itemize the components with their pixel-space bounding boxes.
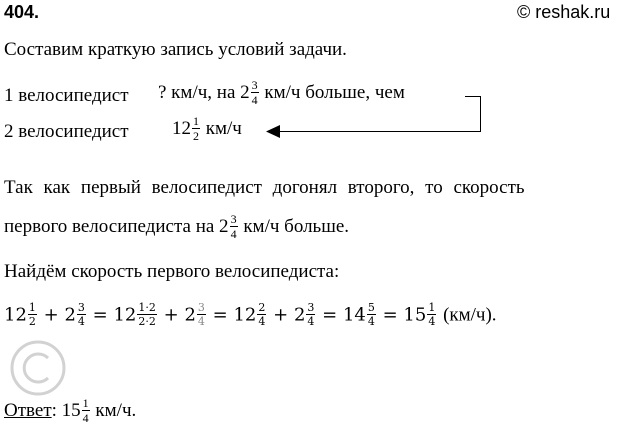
- calc-term: 2: [293, 304, 306, 326]
- calc-operator: =: [382, 304, 398, 326]
- calc-fraction: $\frac{5}{4}$: [367, 301, 375, 328]
- calc-term: 12: [4, 304, 27, 326]
- paragraph-2-text-b: км/ч больше.: [243, 215, 350, 237]
- answer-fraction: $\frac{1}{4}$: [82, 396, 89, 425]
- problem-number: 404.: [4, 2, 40, 22]
- paragraph-2-text-a: первого велосипедиста на 2: [4, 215, 229, 237]
- row1-text-a: ? км/ч, на 2: [158, 81, 250, 103]
- row2-text-b: км/ч: [205, 117, 242, 139]
- row2-text-a: 12: [172, 117, 191, 139]
- answer-label: Ответ: [4, 399, 52, 421]
- calc-unit: (км/ч).: [443, 304, 497, 326]
- arrow-head-icon: [266, 125, 280, 138]
- copyright-watermark-icon: [8, 338, 68, 398]
- site-watermark-text: © reshak.ru: [517, 2, 611, 22]
- calc-fraction: $\frac{1\cdot 2}{2\cdot 2}$: [138, 301, 156, 328]
- calc-term: 14: [342, 304, 366, 326]
- calc-term: 12: [113, 304, 137, 326]
- bracket-top-line: [465, 96, 481, 97]
- paragraph-1: Так как первый велосипедист догонял второго, то скорость: [4, 177, 525, 198]
- calculation-line: [4, 303, 497, 328]
- calc-term: 2: [64, 304, 76, 326]
- calc-operator: =: [92, 304, 108, 326]
- answer-line: [4, 398, 136, 425]
- answer-colon: :: [51, 399, 57, 421]
- calc-term: 12: [233, 304, 257, 326]
- row2-label: 2 велосипедист: [4, 121, 129, 142]
- calc-operator: +: [43, 304, 59, 326]
- calc-fraction: $\frac{3}{4}$: [77, 301, 85, 328]
- calc-operator: =: [322, 304, 338, 326]
- bracket-bottom-line: [276, 131, 481, 132]
- calc-fraction: $\frac{1}{2}$: [28, 301, 36, 328]
- row1-condition: [158, 80, 405, 107]
- calc-fraction: $\frac{3}{4}$: [307, 301, 315, 328]
- calc-operator: +: [163, 304, 179, 326]
- row1-text-b: км/ч больше, чем: [264, 81, 405, 103]
- paragraph-2: [4, 214, 349, 241]
- row2-fraction: $\frac{1}{2}$: [193, 114, 199, 143]
- calc-term: 15: [403, 304, 427, 326]
- intro-line: Составим краткую запись условий задачи.: [4, 39, 347, 60]
- row2-condition: [172, 116, 242, 143]
- calc-operator: +: [273, 304, 289, 326]
- bracket-vertical-line: [480, 96, 481, 132]
- answer-whole: 15: [61, 399, 81, 421]
- row1-label: 1 велосипедист: [4, 85, 129, 106]
- paragraph-2-fraction: $\frac{3}{4}$: [230, 212, 237, 241]
- calc-term: 2: [184, 304, 196, 326]
- calc-fraction: $\frac{3}{4}$: [197, 301, 205, 328]
- calc-operator: =: [212, 304, 228, 326]
- answer-unit: км/ч.: [95, 399, 137, 421]
- calc-fraction: $\frac{2}{4}$: [258, 301, 266, 328]
- calc-fraction: $\frac{1}{4}$: [428, 301, 436, 328]
- paragraph-3: Найдём скорость первого велосипедиста:: [4, 261, 340, 282]
- row1-fraction: $\frac{3}{4}$: [251, 78, 258, 107]
